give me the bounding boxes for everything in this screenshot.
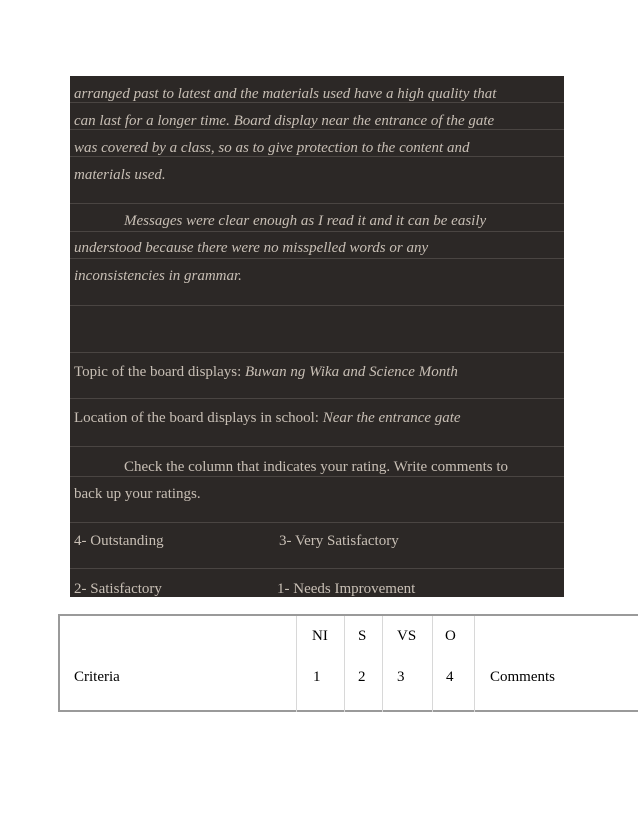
instruction-line-1: Check the column that indicates your rating. Write comments to: [124, 459, 509, 475]
table-divider: [344, 616, 345, 712]
rating-needs-improvement: 1- Needs Improvement: [277, 581, 416, 597]
body-line-4: materials used.: [74, 167, 166, 183]
column-o-abbr: O: [445, 628, 456, 644]
table-divider: [382, 616, 383, 712]
body-line-5: Messages were clear enough as I read it and it can be easily: [124, 213, 487, 229]
location-label: Location of the board displays in school:: [74, 410, 323, 426]
column-o-number: 4: [446, 669, 454, 685]
rating-very-satisfactory: 3- Very Satisfactory: [279, 533, 399, 549]
body-line-7: inconsistencies in grammar.: [74, 268, 242, 284]
rating-satisfactory: 2- Satisfactory: [74, 581, 162, 597]
column-vs-number: 3: [397, 669, 405, 685]
table-divider: [432, 616, 433, 712]
document-text-box: [70, 76, 564, 597]
column-ni-number: 1: [313, 669, 321, 685]
column-s-number: 2: [358, 669, 366, 685]
location-value: Near the entrance gate: [322, 410, 461, 426]
rule-line: [70, 398, 564, 399]
rule-line: [70, 102, 564, 103]
location-line: [74, 409, 461, 427]
rule-line: [70, 231, 564, 232]
rating-outstanding: 4- Outstanding: [74, 533, 164, 549]
column-s-abbr: S: [358, 628, 367, 644]
topic-value: Buwan ng Wika and Science Month: [245, 364, 458, 380]
rule-line: [70, 258, 564, 259]
body-line-3: was covered by a class, so as to give protection to the content and: [74, 140, 470, 156]
rule-line: [70, 522, 564, 523]
column-vs-abbr: VS: [397, 628, 417, 644]
rating-table: [58, 614, 638, 712]
rule-line: [70, 446, 564, 447]
body-line-6: understood because there were no misspelled words or any: [74, 240, 429, 256]
rule-line: [70, 203, 564, 204]
rule-line: [70, 568, 564, 569]
topic-label: Topic of the board displays:: [74, 364, 245, 380]
rule-line: [70, 476, 564, 477]
comments-header: Comments: [490, 669, 556, 685]
body-line-1: arranged past to latest and the materials used have a high quality that: [74, 86, 497, 102]
body-line-2: can last for a longer time. Board display near the entrance of the gate: [74, 113, 495, 129]
instruction-line-2: back up your ratings.: [74, 486, 201, 502]
table-divider: [474, 616, 475, 712]
topic-line: [74, 363, 458, 381]
rule-line: [70, 156, 564, 157]
criteria-header: Criteria: [74, 669, 120, 685]
column-ni-abbr: NI: [312, 628, 328, 644]
rule-line: [70, 129, 564, 130]
rule-line: [70, 352, 564, 353]
table-divider: [296, 616, 297, 712]
rule-line: [70, 305, 564, 306]
